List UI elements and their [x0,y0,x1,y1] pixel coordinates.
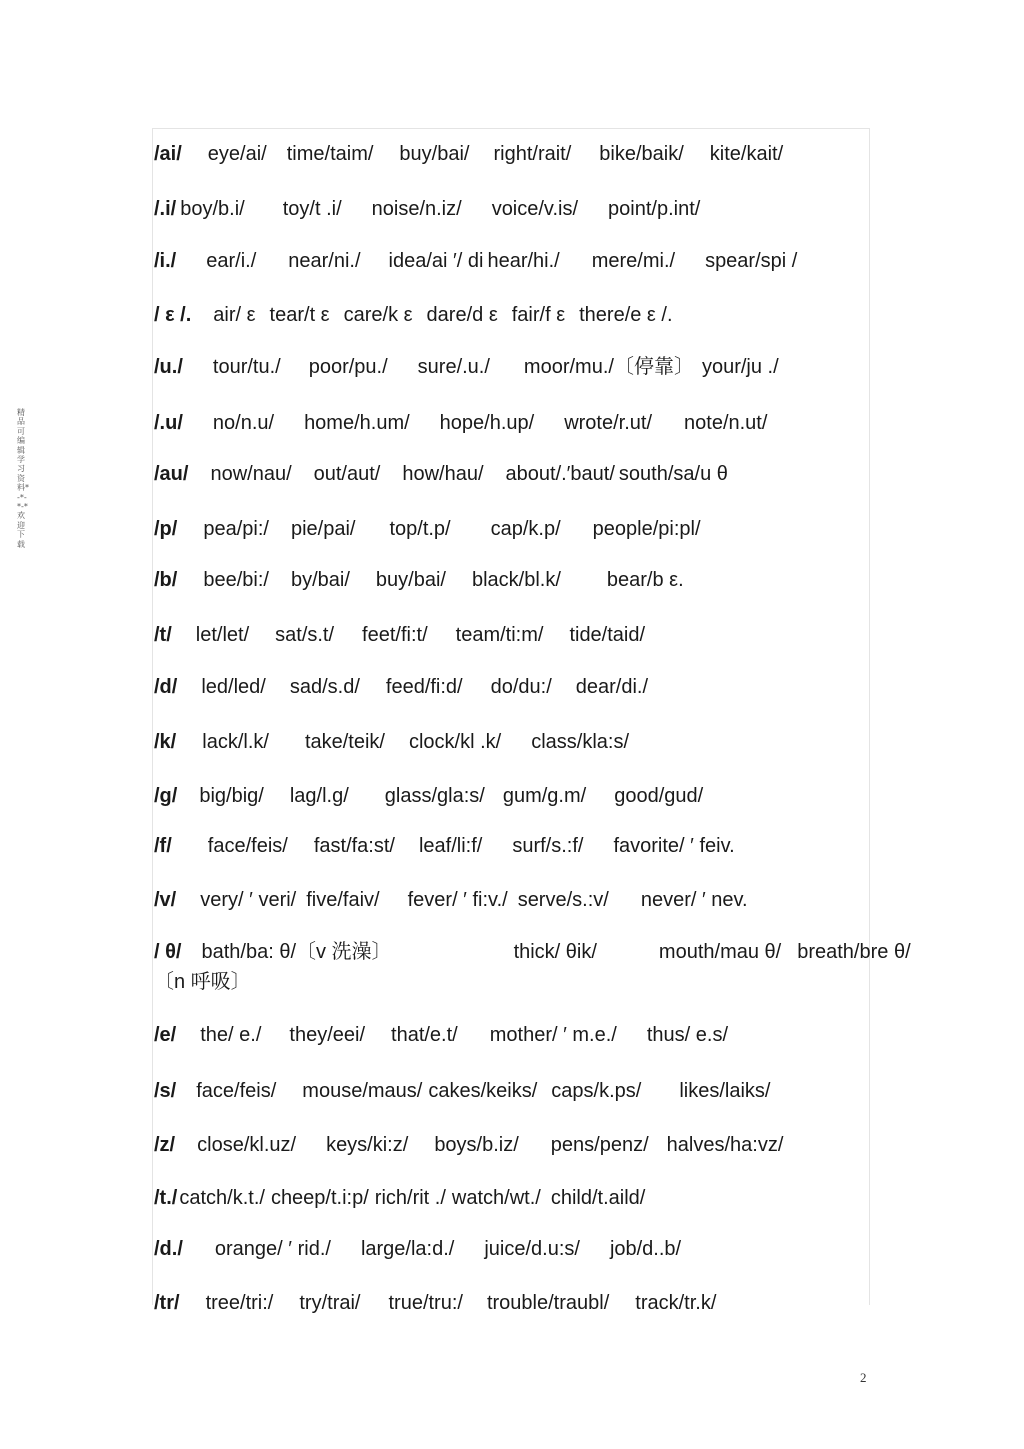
example-word: true/tru:/ [388,1292,463,1314]
example-word: tour/tu./ [212,356,281,378]
example-word: try/trai/ [299,1292,361,1314]
example-word: your/ju ./ [701,356,779,378]
example-word: buy/bai/ [375,569,446,591]
phoneme-row [154,1079,770,1103]
example-word: toy/t .i/ [282,198,342,220]
example-word: team/ti:m/ [455,624,544,646]
phoneme-symbol: /d/ [154,676,178,698]
example-word: right/rait/ [493,143,572,165]
example-word: idea/ai ′/ di [388,250,484,272]
example-word: sad/s.d/ [289,676,360,698]
example-word: about/.′baut/ [505,463,615,485]
example-word: kite/kait/ [709,143,784,165]
phoneme-symbol: / θ/ [154,941,182,963]
example-word: no/n.u/ [212,412,275,434]
example-word: pie/pai/ [290,518,356,540]
example-word: bike/baik/ [599,143,684,165]
example-word: face/feis/ [207,835,288,857]
phoneme-row [154,517,701,541]
phoneme-row [154,1186,645,1210]
example-word: led/led/ [201,676,266,698]
example-word: sat/s.t/ [275,624,335,646]
example-word: favorite/ ′ feiv. [613,835,735,857]
example-word: eye/ai/ [207,143,267,165]
phoneme-symbol: / ε /. [154,304,192,326]
phoneme-symbol: /z/ [154,1134,176,1156]
example-word: leaf/li:f/ [418,835,483,857]
example-word: clock/kl .k/ [408,731,502,753]
example-word: dear/di./ [575,676,649,698]
example-word: mere/mi./ [591,250,676,272]
example-word: spear/spi / [705,250,798,272]
example-word: care/k ε [343,304,413,326]
example-word: near/ni./ [288,250,361,272]
phoneme-row [154,940,911,964]
example-word: mother/ ′ m.e./ [489,1024,617,1046]
example-word: hope/h.up/ [439,412,535,434]
phoneme-row [154,623,645,647]
example-word: top/t.p/ [389,518,451,540]
example-word: watch/wt./ [451,1187,541,1209]
example-word: track/tr.k/ [635,1292,717,1314]
phoneme-symbol: /u./ [154,356,183,378]
example-word: face/feis/ [196,1080,277,1102]
example-word: lag/l.g/ [289,785,349,807]
phoneme-row [154,462,728,486]
example-word: job/d..b/ [609,1238,682,1260]
example-word: time/taim/ [286,143,374,165]
example-word: noise/n.iz/ [371,198,462,220]
phoneme-symbol: /g/ [154,785,178,807]
example-word: gum/g.m/ [502,785,587,807]
example-word: likes/laiks/ [679,1080,771,1102]
phoneme-symbol: /f/ [154,835,172,857]
example-word: that/e.t/ [391,1024,458,1046]
phoneme-row [154,249,797,273]
phoneme-symbol: /e/ [154,1024,177,1046]
example-word: halves/ha:vz/ [666,1134,784,1156]
example-word: five/faiv/ [306,889,380,911]
phoneme-symbol: /i./ [154,250,177,272]
example-word: people/pi:pl/ [592,518,701,540]
example-word: fair/f ε [511,304,566,326]
example-word: by/bai/ [290,569,350,591]
example-word: do/du:/ [490,676,552,698]
example-word: mouse/maus/ [302,1080,423,1102]
example-word: keys/ki:z/ [326,1134,409,1156]
example-word: hear/hi./ [487,250,560,272]
example-word: never/ ′ nev. [640,889,748,911]
example-word: voice/v.is/ [491,198,579,220]
phoneme-row [154,730,629,754]
example-word: fast/fa:st/ [313,835,395,857]
example-word: air/ ε [213,304,256,326]
example-word: bee/bi:/ [203,569,269,591]
phoneme-row [154,675,648,699]
phoneme-symbol: /au/ [154,463,189,485]
phoneme-row [154,888,748,912]
example-word: glass/gla:s/ [384,785,485,807]
phoneme-symbol: /d./ [154,1238,183,1260]
phoneme-symbol: /t./ [154,1187,178,1209]
example-word: good/gud/ [614,785,704,807]
example-word: bear/b ε. [606,569,684,591]
example-word: large/la:d./ [360,1238,455,1260]
example-word: black/bl.k/ [471,569,561,591]
example-word: there/e ε /. [579,304,673,326]
example-word: buy/bai/ [399,143,470,165]
phoneme-row [154,1237,681,1261]
example-word: lack/l.k/ [202,731,269,753]
example-word: moor/mu./〔停靠〕 [523,356,694,378]
phoneme-symbol: /k/ [154,731,177,753]
phoneme-symbol: /b/ [154,569,178,591]
example-word: very/ ′ veri/ [200,889,297,911]
example-word: surf/s.:f/ [512,835,584,857]
phoneme-symbol: /t/ [154,624,172,646]
example-word: fever/ ′ fi:v./ [407,889,508,911]
example-word: point/p.int/ [608,198,701,220]
phoneme-row [154,568,684,592]
example-word: child/t.aild/ [550,1187,646,1209]
example-word: cakes/keiks/ [428,1080,538,1102]
page-number: 2 [860,1370,867,1385]
example-word: wrote/r.ut/ [564,412,653,434]
phoneme-symbol: /p/ [154,518,178,540]
example-word: close/kl.uz/ [197,1134,297,1156]
phoneme-row [154,1023,728,1047]
example-word: tear/t ε [269,304,330,326]
example-word: catch/k.t./ [179,1187,265,1209]
example-word: cap/k.p/ [490,518,561,540]
example-word: rich/rit ./ [374,1187,446,1209]
example-word: take/teik/ [304,731,385,753]
example-word: tree/tri:/ [205,1292,274,1314]
example-word: mouth/mau θ/ [658,941,782,963]
phoneme-row [154,355,779,379]
phoneme-row [154,197,700,221]
example-word: sure/.u./ [417,356,490,378]
example-word: feet/fi:t/ [362,624,428,646]
continuation-line: 〔n 呼吸〕 [154,971,251,993]
phoneme-row [154,411,767,435]
example-word: south/sa/u θ [618,463,728,485]
example-word: big/big/ [199,785,264,807]
phoneme-symbol: /s/ [154,1080,177,1102]
example-word: note/n.ut/ [684,412,768,434]
example-word: class/kla:s/ [531,731,630,753]
example-word: home/h.um/ [304,412,410,434]
example-word: cheep/t.i:p/ [270,1187,369,1209]
example-word: orange/ ′ rid./ [214,1238,331,1260]
example-word: how/hau/ [402,463,484,485]
example-word: thick/ θik/ [513,941,597,963]
phoneme-symbol: /.i/ [154,198,177,220]
example-word: they/eei/ [289,1024,366,1046]
example-word: out/aut/ [313,463,381,485]
example-word: now/nau/ [210,463,292,485]
phoneme-row [154,1133,783,1157]
example-word: serve/s.:v/ [517,889,609,911]
phoneme-symbol: /v/ [154,889,177,911]
phoneme-symbol: /ai/ [154,143,182,165]
phoneme-row [154,303,673,327]
example-word: bath/ba: θ/〔v 洗澡〕 [201,941,392,963]
example-word: trouble/traubl/ [486,1292,610,1314]
example-word: thus/ e.s/ [646,1024,729,1046]
example-word: ear/i./ [206,250,257,272]
example-word: juice/d.u:s/ [484,1238,580,1260]
example-word: the/ e./ [200,1024,262,1046]
phoneme-row [154,142,783,166]
phoneme-row [154,834,735,858]
example-word: pea/pi:/ [203,518,269,540]
example-word: pens/penz/ [550,1134,649,1156]
example-word: boys/b.iz/ [434,1134,519,1156]
example-word: feed/fi:d/ [385,676,463,698]
example-word: let/let/ [195,624,250,646]
example-word: boy/b.i/ [180,198,245,220]
phoneme-row [154,1291,716,1315]
example-word: dare/d ε [426,304,498,326]
example-word: caps/k.ps/ [551,1080,642,1102]
side-note: 精品可编辑学习资料*-*-*-*欢迎下载 [17,408,29,549]
example-word: breath/bre θ/ [797,941,911,963]
phoneme-row [154,784,703,808]
example-word: tide/taid/ [569,624,646,646]
example-word: poor/pu./ [308,356,388,378]
phoneme-symbol: /.u/ [154,412,183,434]
phoneme-symbol: /tr/ [154,1292,180,1314]
